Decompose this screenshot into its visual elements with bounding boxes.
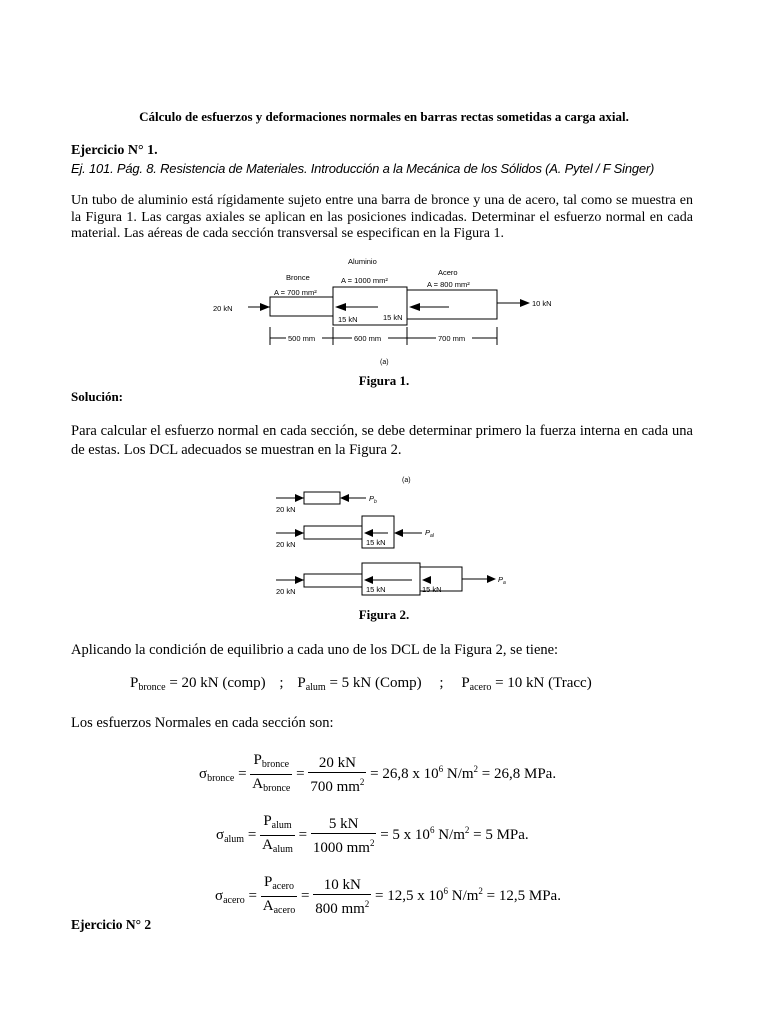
area-acero: A = 800 mm² <box>427 280 470 289</box>
result-unit-exponent: 2 <box>464 824 470 835</box>
result-unit-exponent: 2 <box>473 763 479 774</box>
result-exponent: 6 <box>438 763 444 774</box>
value-fraction <box>313 876 371 918</box>
force-acero-subscript: acero <box>469 682 492 693</box>
svg-text:Pa <box>498 575 506 586</box>
fig2-row1-load: 20 kN <box>276 505 296 514</box>
label-aluminio: Aluminio <box>348 257 377 266</box>
equals-sign: = <box>248 887 257 904</box>
bronze-bar <box>270 297 333 316</box>
sigma-symbol: σ <box>216 826 225 843</box>
figure-1-diagram <box>200 253 570 371</box>
numerator-subscript: bronce <box>261 759 290 770</box>
figure-2-caption: Figura 2. <box>358 607 410 622</box>
numerator-symbol: P <box>253 752 262 768</box>
svg-text:Pb <box>369 494 377 505</box>
figure-1-caption: Figura 1. <box>358 373 410 388</box>
fig2-row2-p: P <box>425 528 431 537</box>
equals-sign: = <box>296 765 305 782</box>
result-mpa: = 26,8 MPa. <box>478 765 557 782</box>
stress-bronce-equation <box>199 751 556 798</box>
denominator-exponent: 2 <box>364 898 370 909</box>
denominator-subscript: acero <box>273 905 296 916</box>
fig2-row3-mid2: 15 kN <box>422 585 442 594</box>
stress-alum-equation <box>216 812 529 859</box>
figure-2-sublabel: (a) <box>402 477 411 484</box>
result-unit-exponent: 2 <box>478 885 483 896</box>
fig2-row2-psub: al <box>430 533 434 539</box>
denominator-subscript: bronce <box>263 783 291 794</box>
document-title: Cálculo de esfuerzos y deformaciones normales en barras rectas sometidas a carga axial. <box>139 109 629 124</box>
solution-text: Para calcular el esfuerzo normal en cada sección, se debe determinar primero la fuerza interna en cada una de estas. Los DCL adecuados se muestran en la Figura 2. <box>71 423 693 458</box>
equals-sign: = <box>247 826 257 843</box>
numerator-value: 5 kN <box>311 815 377 834</box>
denominator-value: 800 mm <box>315 900 365 917</box>
force-bronce-value: = 20 kN (comp) <box>165 675 266 691</box>
exercise-1-heading: Ejercicio N° 1. <box>71 143 158 158</box>
dimension-700: 700 mm <box>438 334 466 343</box>
fig2-row2-load: 20 kN <box>276 540 296 549</box>
solution-heading: Solución: <box>71 389 124 404</box>
fig2-row1-p: P <box>369 494 375 503</box>
force-acero-value: = 10 kN (Tracc) <box>491 675 592 691</box>
fig2-row3-load: 20 kN <box>276 587 296 596</box>
denominator-symbol: A <box>252 776 264 792</box>
force-area-fraction <box>261 873 298 920</box>
equals-sign: = <box>238 765 247 782</box>
equals-sign: = <box>298 826 308 843</box>
figure-2-diagram <box>262 472 524 600</box>
denominator-exponent: 2 <box>369 837 375 848</box>
separator-2: ; <box>439 675 444 691</box>
numerator-subscript: acero <box>272 881 294 892</box>
denominator-subscript: alum <box>272 844 293 855</box>
force-alum-value: = 5 kN (Comp) <box>325 675 422 691</box>
numerator-symbol: P <box>263 813 272 829</box>
force-acero-symbol: P <box>461 675 470 691</box>
exercise-1-statement: Un tubo de aluminio está rígidamente sujeto entre una barra de bronce y una de acero, tal como se muestra en la Figura 1. Las cargas axiales se aplican en las posiciones indicadas. Determinar el esfuerzo normal en cada material. Las aéreas de cada sección transversal se especifican en la Figura 1. <box>71 193 693 241</box>
value-fraction <box>308 754 366 796</box>
result-exponent: 6 <box>429 824 435 835</box>
result-unit: N/m <box>434 826 465 843</box>
steel-bar <box>407 290 497 319</box>
result-mpa: = 5 MPa. <box>469 826 529 843</box>
load-right: 10 kN <box>532 299 552 308</box>
exercise-1-reference: Ej. 101. Pág. 8. Resistencia de Materiales. Introducción a la Mecánica de los Sólidos (A. Pytel / F Singer) <box>71 161 655 176</box>
denominator-exponent: 2 <box>359 776 365 787</box>
value-fraction <box>311 815 377 857</box>
result-prefix: = 12,5 x 10 <box>375 887 444 904</box>
result-exponent: 6 <box>443 885 448 896</box>
equals-sign: = <box>300 887 310 904</box>
load-left: 20 kN <box>213 304 233 313</box>
fig2-row3-mid1: 15 kN <box>366 585 386 594</box>
force-area-fraction <box>260 812 295 859</box>
fig2-row2-mid: 15 kN <box>366 538 386 547</box>
numerator-value: 20 kN <box>308 754 366 773</box>
fig2-row3-p: P <box>498 575 504 584</box>
stresses-text: Los esfuerzos Normales en cada sección son: <box>71 715 334 731</box>
result-prefix: = 26,8 x 10 <box>370 765 439 782</box>
denominator-symbol: A <box>262 837 273 853</box>
equilibrium-text: Aplicando la condición de equilibrio a cada uno de los DCL de la Figura 2, se tiene: <box>71 642 559 658</box>
stress-acero-equation <box>215 873 561 920</box>
sigma-subscript: bronce <box>207 772 235 784</box>
force-alum-subscript: alum <box>305 682 326 693</box>
numerator-symbol: P <box>263 874 273 890</box>
fig2-row3-psub: a <box>503 580 506 586</box>
sigma-subscript: acero <box>223 894 245 906</box>
force-bronce-symbol: P <box>130 675 139 691</box>
fig2-row1-psub: b <box>374 499 377 505</box>
dimension-500: 500 mm <box>288 334 316 343</box>
result-mpa: = 12,5 MPa. <box>482 887 561 904</box>
load-mid-1: 15 kN <box>338 315 358 324</box>
denominator-value: 1000 mm <box>312 839 370 856</box>
result-unit: N/m <box>443 765 474 782</box>
exercise-2-heading: Ejercicio N° 2 <box>71 917 152 932</box>
denominator-symbol: A <box>262 898 274 914</box>
numerator-subscript: alum <box>271 820 292 831</box>
dimension-600: 600 mm <box>354 334 382 343</box>
force-alum-symbol: P <box>297 675 306 691</box>
area-bronce: A = 700 mm² <box>274 288 317 297</box>
label-bronce: Bronce <box>286 273 310 282</box>
label-acero: Acero <box>438 268 458 277</box>
sigma-symbol: σ <box>215 887 224 904</box>
sigma-subscript: alum <box>224 833 245 845</box>
svg-text:Pal <box>425 528 435 539</box>
denominator-value: 700 mm <box>310 778 360 795</box>
result-unit: N/m <box>448 887 479 904</box>
internal-forces-line <box>130 675 592 693</box>
sigma-symbol: σ <box>199 765 208 782</box>
area-aluminio: A = 1000 mm² <box>341 276 388 285</box>
result-prefix: = 5 x 10 <box>380 826 430 843</box>
figure-1-sublabel: (a) <box>380 359 389 366</box>
separator-1: ; <box>279 675 284 691</box>
force-area-fraction <box>250 751 292 798</box>
force-bronce-subscript: bronce <box>138 682 166 693</box>
numerator-value: 10 kN <box>313 876 371 895</box>
load-mid-2: 15 kN <box>383 313 403 322</box>
